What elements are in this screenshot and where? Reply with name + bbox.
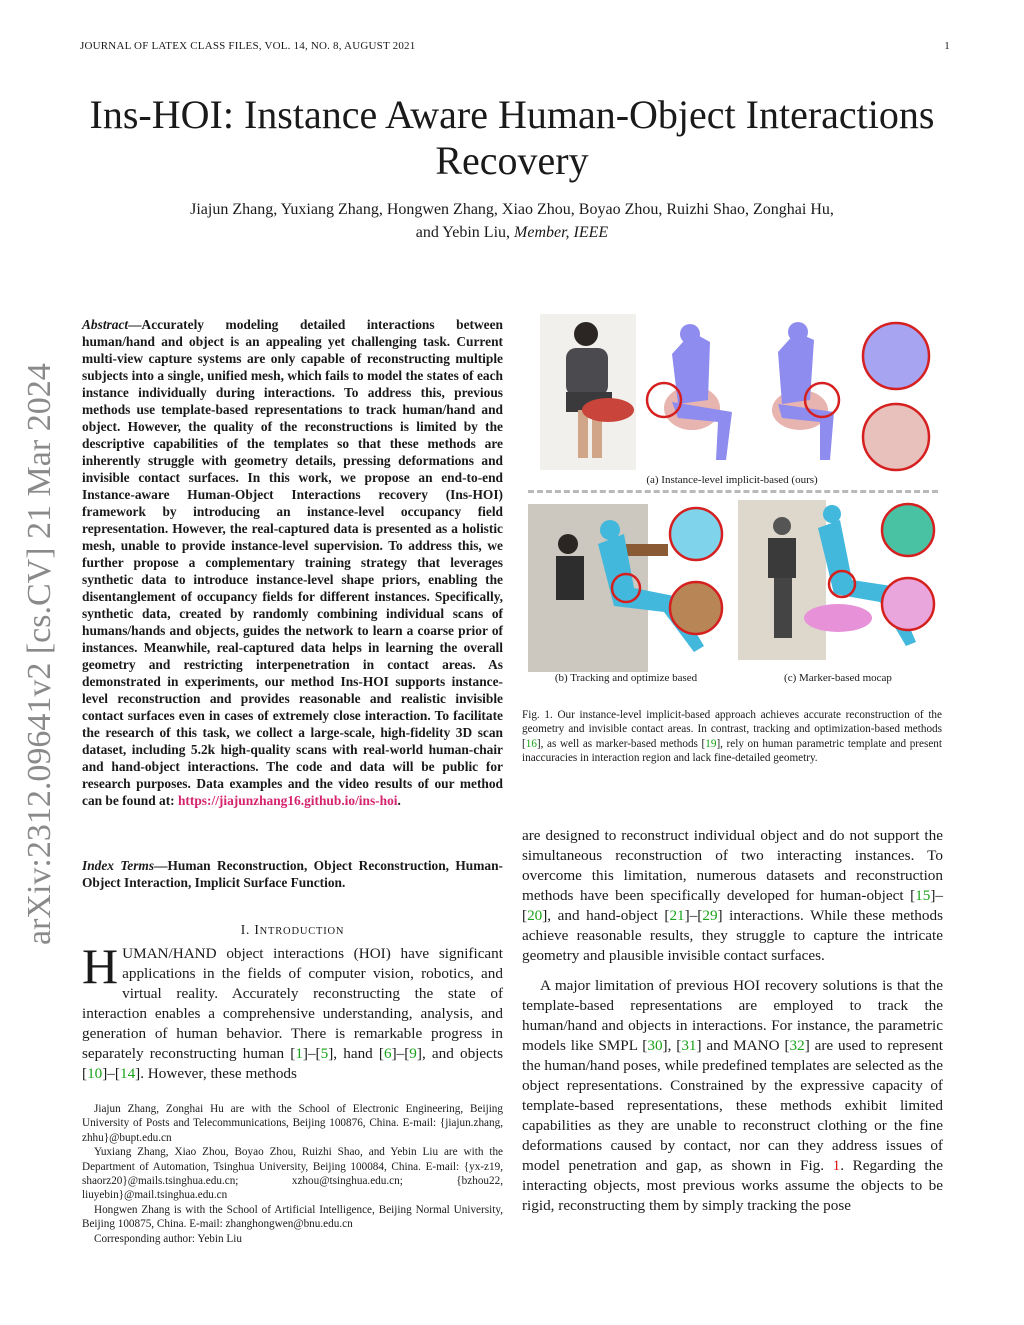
figure-1-caption — [522, 708, 942, 766]
section-initial: I — [254, 922, 260, 937]
introduction-paragraph — [82, 938, 504, 1084]
citation-sep: ]–[ — [684, 907, 703, 924]
caption-text-a: Our instance-level implicit-based approach achieves accurate reconstruction of the geometry and invisible contact areas. In contrast, tracking and optimization-based methods [ — [522, 709, 942, 750]
citation-sep: ]–[ — [391, 1045, 410, 1062]
section-heading-introduction — [82, 922, 503, 938]
caption-panel-c: (c) Marker-based mocap — [784, 672, 892, 684]
citation[interactable]: 5 — [320, 1045, 329, 1062]
rc-text-e: ], [ — [662, 1037, 682, 1054]
running-head — [80, 40, 950, 52]
citation[interactable]: 21 — [669, 907, 685, 924]
panel-divider — [528, 490, 938, 493]
index-terms-text: —Human Reconstruction, Object Reconstruction, Human-Object Interaction, Implicit Surface Function. — [82, 858, 503, 890]
abstract-lead: Abstract — [82, 317, 129, 332]
abstract-text: —Accurately modeling detailed interactions between human/hand and object is an appealing yet challenging task. Current multi-view capture systems are only capable of reconstructing multiple subjects into a single, unified mesh, which fails to model the states of each instance individually during interactions. To address this, previous methods use template-based representations to track human/hand and object. However, the quality of the reconstructions is limited by the descriptive capabilities of the templates so that these methods are inherently struggle with geometry details, pressing deformations and invisible contact surfaces. In this work, we propose an end-to-end Instance-aware Human-Object Interactions recovery (Ins-HOI) framework by introducing an instance-level occupancy field representation. However, the real-captured data is presented as a holistic mesh, unable to provide instance-level supervision. To address this, we further propose a complementary training strategy that leverages synthetic data to introduce instance-level shape priors, enabling the disentanglement of occupancy fields for different instances. Specifically, synthetic data, created by randomly combining individual scans of humans/hands and objects, guides the network to learn a coarse prior of instances. Meanwhile, real-captured data helps in learning the overall geometry and restricting interpenetration in contact areas. As demonstrated in experiments, our method Ins-HOI supports instance-level reconstruction and provides reasonable and realistic invisible contact surfaces even in cases of extremely close interaction. To facilitate the research of this task, we collect a large-scale, high-fidelity 3D scan dataset, including 5.2k high-quality scans with real-world human-chair and hand-object interactions. The code and data will be public for research purposes. Data examples and the video results of our method can be found at: — [82, 317, 503, 808]
footnote-affiliation-2: Yuxiang Zhang, Xiao Zhou, Boyao Zhou, Ruizhi Shao, and Yebin Liu are with the Department of Automation, Tsinghua University, Beijing 100084, China. E-mail: {yx-z19, shaorz20}@mails.tsinghua.edu.cn; xzhou@tsinghua.edu.cn; {bzhou22, liuyebin}@mail.tsinghua.edu.cn — [82, 1146, 503, 1202]
member-ieee: Member, IEEE — [514, 224, 609, 241]
citation[interactable]: 1 — [295, 1045, 303, 1062]
rc-text-g: ] are used to represent the human/hand poses, while predefined templates are selected as the object representations. Constrained by the expressive capacity of template-based representations, these methods exhibit limited capabilities as they are unable to reconstruct clothing or the fine deformations caused by contact, nor can they address issues of model penetration and gap, as shown in Fig. — [522, 1037, 943, 1174]
footnote-affiliation-1: Jiajun Zhang, Zonghai Hu are with the School of Electronic Engineering, Beijing University of Posts and Telecommunications, Beijing 100876, China. E-mail: {jiajun.zhang, zhhu}@bupt.edu.cn — [82, 1103, 503, 1144]
panel-c-image — [738, 500, 938, 672]
citation[interactable]: 10 — [87, 1065, 103, 1082]
rc-text-a: are designed to reconstruct individual object and do not support the simultaneous reconstruction of two interacting instances. To overcome this limitation, numerous datasets and reconstruction methods have been specifically developed for human-object [ — [522, 827, 943, 904]
citation[interactable]: 19 — [705, 737, 717, 750]
rc-text-f: ] and MANO [ — [696, 1037, 790, 1054]
intro-text-a: UMAN/HAND object interactions (HOI) have significant applications in the fields of computer vision, robotics, and virtual reality. Accurately reconstructing the state of interaction enables a comprehensive understanding, analysis, and generation of human behavior. There is remarkable progress in separately reconstructing human [ — [82, 945, 503, 1062]
citation-sep: ]–[ — [522, 887, 943, 924]
citation[interactable]: 31 — [681, 1037, 697, 1054]
caption-panel-b: (b) Tracking and optimize based — [554, 672, 698, 684]
author-list — [90, 198, 934, 244]
drop-cap: H — [82, 938, 119, 994]
photo-person-on-chair — [540, 314, 636, 470]
caption-text-b: ], as well as marker-based methods [ — [536, 737, 706, 750]
abstract-end: . — [397, 793, 401, 808]
panel-b-image — [528, 504, 724, 672]
rc-text-c: ] interactions. While these methods achieve reasonable results, they struggle to capture the intricate geometry and plausible invisible contact surfaces. — [522, 907, 943, 964]
intro-text-b: ], hand [ — [328, 1045, 384, 1062]
authors-line-1: Jiajun Zhang, Yuxiang Zhang, Hongwen Zhang, Xiao Zhou, Boyao Zhou, Ruizhi Shao, Zonghai Hu, — [190, 201, 834, 218]
footnote-corresponding: Corresponding author: Yebin Liu — [94, 1232, 242, 1245]
journal-line: JOURNAL OF LATEX CLASS FILES, VOL. 14, NO. 8, AUGUST 2021 — [80, 40, 416, 52]
arxiv-identifier: arXiv:2312.09641v2 [cs.CV] 21 Mar 2024 — [21, 363, 58, 945]
authors-line-2-prefix: and Yebin Liu, — [415, 224, 515, 241]
citation-sep: ]–[ — [102, 1065, 120, 1082]
intro-text-d: ]. However, these methods — [135, 1065, 297, 1082]
paper-title — [40, 92, 984, 184]
citation[interactable]: 16 — [525, 737, 537, 750]
citation[interactable]: 6 — [383, 1045, 392, 1062]
footnote-affiliation-3: Hongwen Zhang is with the School of Artificial Intelligence, Beijing Normal University, Beijing 100875, China. E-mail: zhanghongwen@bnu.edu.cn — [82, 1203, 503, 1231]
citation[interactable]: 30 — [647, 1037, 663, 1054]
right-column-body — [522, 826, 943, 1216]
project-link[interactable]: https://jiajunzhang16.github.io/ins-hoi — [177, 793, 398, 808]
title-line-2: Recovery — [435, 138, 589, 183]
page-number: 1 — [944, 40, 950, 52]
rc-text-h: . Regarding the interacting objects, most previous works assume the objects to be rigid, reconstructing them by simply tracking the pose — [522, 1157, 943, 1214]
mesh-human-chair-combined — [647, 324, 732, 460]
figure-reference[interactable]: 1 — [832, 1157, 841, 1174]
title-line-1: Ins-HOI: Instance Aware Human-Object Interactions — [89, 92, 935, 137]
body-paragraph-2 — [522, 976, 943, 1216]
figure-1 — [522, 312, 942, 694]
citation[interactable]: 32 — [789, 1037, 805, 1054]
rc-text-d: A major limitation of previous HOI recovery solutions is that the template-based representations are employed to track the human/hand and objects in interactions. For instance, the parametric models like SMPL [ — [522, 977, 943, 1054]
body-paragraph-1 — [522, 826, 943, 966]
citation[interactable]: 15 — [915, 887, 931, 904]
abstract — [82, 316, 503, 809]
authors-line-2 — [90, 221, 934, 244]
footnotes — [82, 1102, 503, 1246]
caption-text-c: ], rely on human parametric template and present inaccuracies in interaction region and lack fine-detailed geometry. — [522, 737, 942, 765]
index-terms — [82, 857, 503, 891]
index-terms-lead: Index Terms — [82, 858, 155, 873]
citation[interactable]: 20 — [527, 907, 543, 924]
citation-sep: ]–[ — [302, 1045, 321, 1062]
mesh-human-chair-instance — [772, 322, 839, 460]
section-rest: NTRODUCTION — [259, 926, 345, 937]
intro-text-c: ], and objects [ — [82, 1045, 504, 1082]
caption-panel-a: (a) Instance-level implicit-based (ours) — [646, 474, 818, 486]
caption-label: Fig. 1. — [522, 709, 553, 721]
section-number: I. — [240, 922, 255, 937]
rc-text-b: ], and hand-object [ — [542, 907, 670, 924]
panel-a-image — [522, 312, 942, 472]
citation[interactable]: 14 — [119, 1065, 136, 1082]
citation[interactable]: 29 — [702, 907, 718, 924]
citation[interactable]: 9 — [409, 1045, 417, 1062]
zoom-insets — [863, 323, 929, 470]
